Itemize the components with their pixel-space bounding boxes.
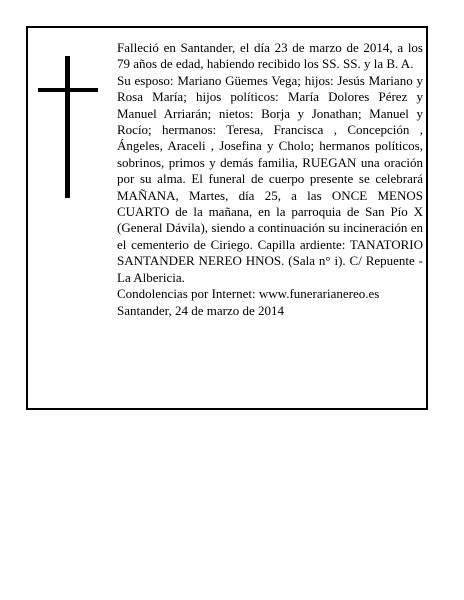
family-and-funeral-details: Su esposo: Mariano Güemes Vega; hijos: Jesús Mariano y Rosa María; hijos políticos: María Dolores Pérez y Manuel Arriarán; nietos: Borja y Jonathan; Manuel y Rocío; hermanos: Teresa, Francisca , Concepción , Ángeles, Araceli , Josefina y Cholo; hermanos políticos, sobrinos, primos y demás familia, RUEGAN una oración por su alma. El funeral de cuerpo presente se celebrará MAÑANA, Martes, día 25, a las ONCE MENOS CUARTO de la mañana, en la parroquia de San Pío X (General Dávila), siendo a continuación su incineración en el cementerio de Ciriego. Capilla ardiente: TANATORIO SANTANDER NEREO HNOS. (Sala n° i). C/ Repuente - La Albericia.	[117, 72, 423, 285]
death-announcement: Falleció en Santander, el día 23 de marzo de 2014, a los 79 años de edad, habiendo recibido los SS. SS. y la B. A.	[117, 40, 423, 72]
latin-cross-icon	[38, 56, 98, 198]
obituary-text	[117, 40, 423, 319]
cross-vertical-bar	[65, 56, 70, 198]
obituary-notice-frame	[26, 26, 428, 410]
online-condolences: Condolencias por Internet: www.funerarianereo.es	[117, 286, 380, 302]
cross-horizontal-bar	[38, 88, 98, 92]
place-and-date: Santander, 24 de marzo de 2014	[117, 302, 284, 318]
